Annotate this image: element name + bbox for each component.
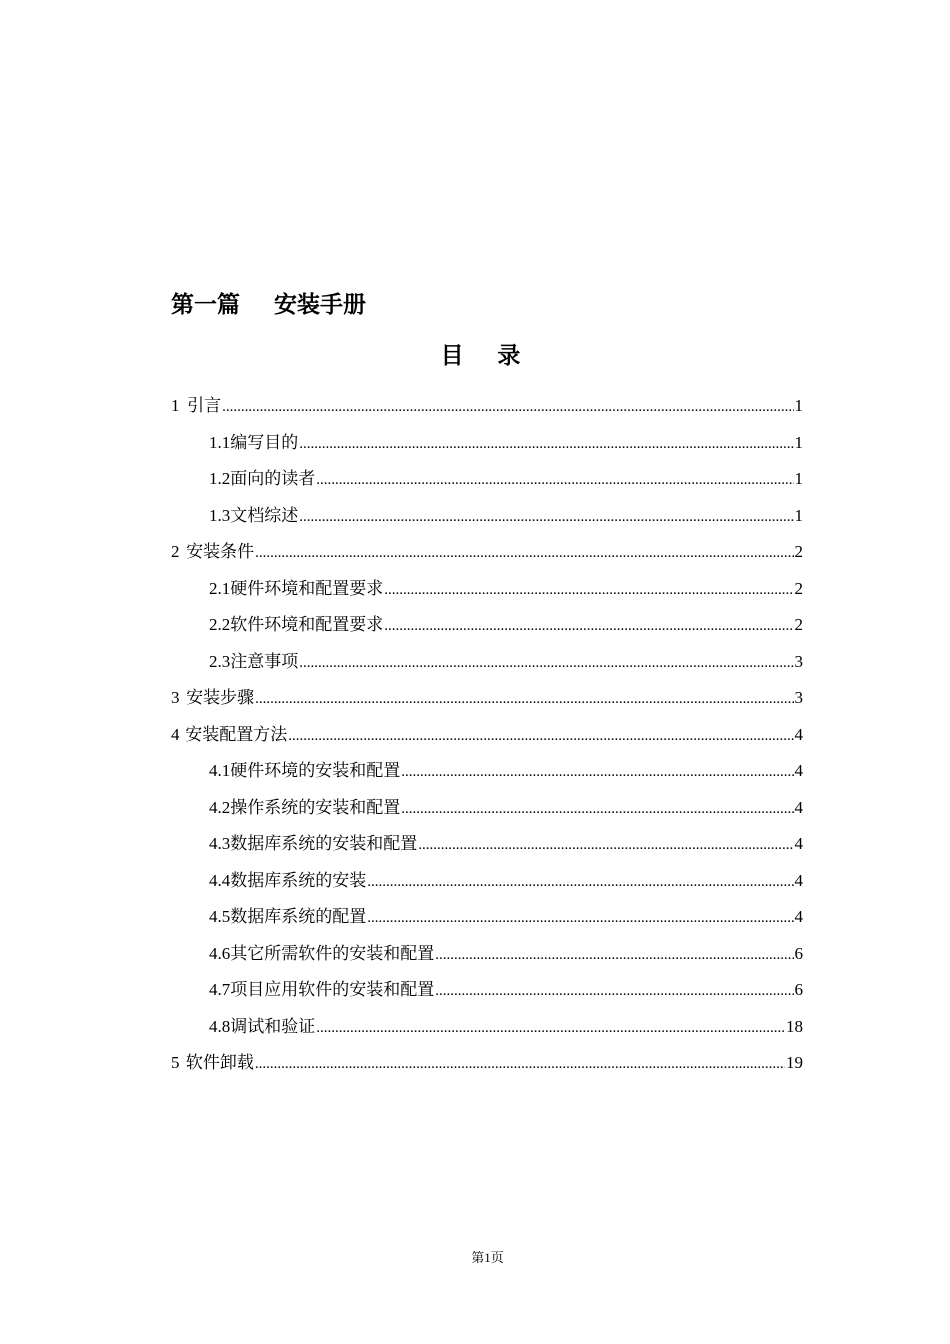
toc-entry[interactable] [171, 863, 803, 900]
toc-entry-page: 4 [794, 724, 803, 744]
toc-entry-title: 编写目的 [230, 432, 299, 452]
toc-entry[interactable] [171, 461, 803, 498]
toc-entry-page: 3 [794, 651, 803, 671]
toc-entry[interactable] [171, 388, 803, 425]
toc-entry-number: 3 [171, 688, 180, 707]
toc-entry-title: 数据库系统的配置 [230, 907, 367, 926]
toc-entry-page: 1 [794, 396, 803, 415]
toc-entry-page: 2 [794, 542, 803, 561]
toc-entry-number: 4.2 [209, 797, 231, 817]
toc-entry-page: 18 [786, 1016, 803, 1036]
toc-entry-title: 引言 [187, 396, 222, 415]
toc-dot-leader [255, 680, 793, 718]
toc-entry-number: 1.2 [209, 469, 231, 488]
toc-dot-leader [299, 425, 793, 463]
toc-entry[interactable] [171, 498, 803, 535]
toc-entry-number: 4.6 [209, 943, 231, 963]
toc-entry[interactable] [171, 1045, 803, 1082]
toc-entry-page: 6 [794, 943, 803, 963]
toc-entry[interactable] [171, 644, 803, 681]
toc-dot-leader [367, 899, 793, 937]
toc-entry[interactable] [171, 899, 803, 936]
toc-entry-page: 1 [794, 505, 803, 525]
toc-entry-number: 5 [171, 1053, 180, 1072]
toc-entry-title: 注意事项 [230, 651, 299, 671]
toc-heading: 目 录 [440, 343, 535, 368]
toc-entry-number: 4 [171, 724, 180, 744]
toc-entry-title: 项目应用软件的安装和配置 [230, 980, 435, 999]
toc-dot-leader [384, 607, 793, 645]
part-label: 第一篇 [171, 292, 240, 317]
toc-entry-number: 4.5 [209, 907, 231, 926]
toc-entry-title: 软件环境和配置要求 [230, 615, 384, 634]
toc-dot-leader [299, 498, 793, 536]
toc-entry[interactable] [171, 753, 803, 790]
toc-entry-number: 4.3 [209, 834, 231, 853]
toc-entry-page: 4 [794, 907, 803, 926]
toc-entry-number: 4.7 [209, 980, 231, 999]
toc-entry-number: 1.1 [209, 432, 231, 452]
toc-entry-title: 面向的读者 [230, 469, 316, 488]
toc-dot-leader [288, 717, 793, 755]
toc-entry-number: 2.3 [209, 651, 231, 671]
toc-entry-page: 4 [794, 797, 803, 817]
toc-entry-number: 2.1 [209, 578, 231, 598]
toc-entry-title: 数据库系统的安装和配置 [230, 834, 418, 853]
toc-entry-number: 2 [171, 542, 180, 561]
toc-dot-leader [401, 753, 793, 791]
toc-entry[interactable] [171, 936, 803, 973]
toc-entry-title: 硬件环境和配置要求 [230, 578, 384, 598]
table-of-contents [171, 388, 803, 1082]
toc-dot-leader [418, 826, 793, 864]
toc-entry[interactable] [171, 717, 803, 754]
page-footer: 第1页 [471, 1250, 504, 1265]
toc-entry-number: 1.3 [209, 505, 231, 525]
toc-entry-title: 调试和验证 [230, 1016, 316, 1036]
toc-entry[interactable] [171, 571, 803, 608]
toc-entry[interactable] [171, 826, 803, 863]
toc-entry-title: 其它所需软件的安装和配置 [230, 943, 435, 963]
toc-dot-leader [401, 790, 793, 828]
toc-entry-title: 安装步骤 [186, 688, 255, 707]
toc-dot-leader [435, 936, 793, 974]
toc-entry-number: 4.4 [209, 870, 231, 890]
toc-entry-page: 4 [794, 761, 803, 780]
toc-dot-leader [316, 1009, 785, 1047]
toc-entry-title: 软件卸载 [185, 1053, 254, 1072]
toc-entry-page: 1 [794, 432, 803, 452]
toc-entry[interactable] [171, 790, 803, 827]
toc-entry-title: 硬件环境的安装和配置 [230, 761, 401, 780]
toc-entry-page: 1 [794, 469, 803, 488]
toc-entry[interactable] [171, 680, 803, 717]
toc-entry-title: 安装配置方法 [185, 724, 288, 744]
part-title [171, 289, 366, 321]
toc-entry-page: 2 [794, 615, 803, 634]
toc-dot-leader [367, 863, 793, 901]
toc-entry-title: 文档综述 [230, 505, 299, 525]
part-name: 安装手册 [274, 292, 366, 317]
toc-entry-page: 19 [786, 1053, 803, 1072]
toc-entry-title: 操作系统的安装和配置 [230, 797, 401, 817]
toc-entry-page: 2 [794, 578, 803, 598]
toc-entry-number: 4.1 [209, 761, 231, 780]
toc-dot-leader [384, 571, 793, 609]
toc-dot-leader [299, 644, 793, 682]
toc-entry[interactable] [171, 1009, 803, 1046]
toc-entry-number: 2.2 [209, 615, 231, 634]
toc-dot-leader [255, 1045, 785, 1083]
toc-entry[interactable] [171, 972, 803, 1009]
toc-entry-page: 3 [794, 688, 803, 707]
toc-entry[interactable] [171, 425, 803, 462]
toc-dot-leader [435, 972, 793, 1010]
toc-dot-leader [316, 461, 793, 499]
toc-entry-number: 1 [171, 396, 180, 415]
toc-entry[interactable] [171, 607, 803, 644]
toc-entry-title: 安装条件 [186, 542, 255, 561]
toc-entry-page: 4 [794, 834, 803, 853]
toc-entry-page: 6 [794, 980, 803, 999]
toc-entry-number: 4.8 [209, 1016, 231, 1036]
toc-entry-page: 4 [794, 870, 803, 890]
toc-dot-leader [255, 534, 793, 572]
toc-entry[interactable] [171, 534, 803, 571]
toc-dot-leader [222, 388, 793, 426]
toc-entry-title: 数据库系统的安装 [230, 870, 367, 890]
